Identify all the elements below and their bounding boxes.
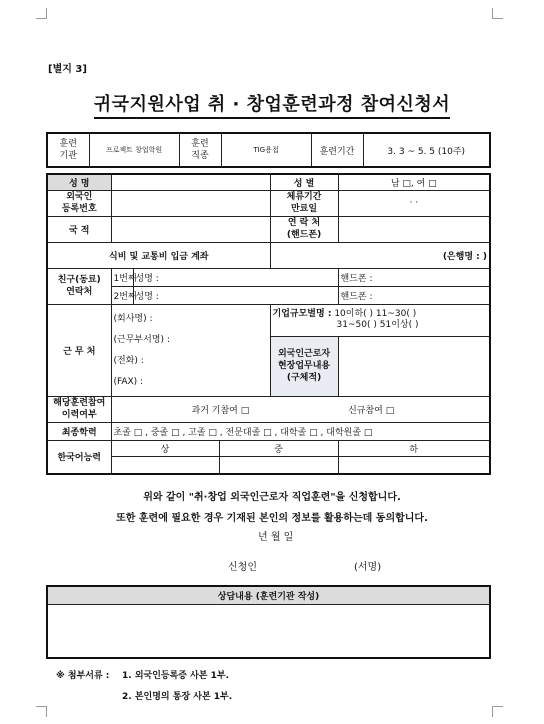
scale-a: 10이하( ) [334, 309, 374, 319]
contact-field[interactable] [338, 216, 490, 242]
history-label: 해당훈련참여 이력여부 [47, 396, 111, 422]
period-label: 훈련기간 [311, 133, 363, 167]
job-label: 훈련 직종 [179, 133, 221, 167]
org-value: 프로젝트 창업학원 [89, 133, 179, 167]
attachment-item2: 2. 본인명의 통장 사본 1부. [122, 692, 233, 702]
friend2-number: 2번째 [111, 286, 133, 304]
friend1-name[interactable]: 성명 : [133, 268, 338, 286]
scale-d: 51이상( ) [379, 320, 419, 330]
work-fax: (FAX) : [113, 376, 144, 387]
nation-field[interactable] [111, 216, 270, 242]
attachment-number: [별지 3] [48, 64, 87, 75]
duty-label: 외국인근로자 현장업무내용 (구체적) [270, 336, 338, 396]
sex-label: 성 별 [270, 174, 338, 190]
institution-table [46, 132, 491, 168]
korean-high-field[interactable] [111, 456, 219, 474]
crop-mark [36, 706, 47, 717]
declaration-date: 년 월 일 [258, 532, 294, 543]
korean-label: 한국어능력 [47, 440, 111, 474]
work-dept: (근무부서명) : [113, 334, 170, 345]
bank-field[interactable]: (은행명 : ) [270, 242, 490, 268]
consult-header: 상담내용 (훈련기관 작성) [47, 586, 490, 604]
consult-table [46, 585, 491, 659]
scale-label: 기업규모별명 : [272, 309, 332, 319]
friend1-phone[interactable]: 핸드폰 : [338, 268, 490, 286]
korean-low-field[interactable] [338, 456, 490, 474]
name-label: 성 명 [47, 174, 111, 190]
org-label: 훈련 기관 [47, 133, 89, 167]
contact-label: 연 락 처 (핸드폰) [270, 216, 338, 242]
history-new: 신규참여 □ [348, 405, 395, 416]
crop-mark [492, 706, 503, 717]
korean-high: 상 [111, 440, 219, 456]
friend1-number: 1번째 [111, 268, 133, 286]
work-phone: (전화) : [113, 355, 144, 366]
work-details[interactable] [111, 304, 270, 396]
applicant-table [46, 173, 491, 475]
attachments-label: ※ 첨부서류 : [56, 671, 110, 681]
applicant-label: 신청인 [228, 562, 257, 573]
duty-field[interactable] [338, 336, 490, 396]
friend2-name[interactable]: 성명 : [133, 286, 338, 304]
edu-field[interactable]: 초졸 □ , 중졸 □ , 고졸 □ , 전문대졸 □ , 대학졸 □ , 대학원졸 □ [111, 422, 490, 440]
work-company: (회사명) : [113, 313, 153, 324]
crop-mark [36, 8, 47, 19]
declaration-line2: 또한 훈련에 필요한 경우 기재된 본인의 정보를 활용하는데 동의합니다. [116, 513, 428, 524]
stay-label: 체류기간 만료일 [270, 190, 338, 216]
reg-field[interactable] [111, 190, 270, 216]
period-value: 3. 3 ~ 5. 5 (10주) [363, 133, 490, 167]
consult-field[interactable] [47, 604, 490, 658]
signature-field[interactable]: (서명) [354, 562, 382, 573]
crop-mark [492, 8, 503, 19]
nation-label: 국 적 [47, 216, 111, 242]
form-title: 귀국지원사업 취 · 창업훈련과정 참여신청서 [0, 90, 544, 116]
sex-field[interactable]: 남 □, 여 □ [338, 174, 490, 190]
korean-mid: 중 [219, 440, 338, 456]
reg-label: 외국인 등록번호 [47, 190, 111, 216]
job-value: TIG용접 [221, 133, 311, 167]
korean-mid-field[interactable] [219, 456, 338, 474]
work-label: 근 무 처 [47, 304, 111, 396]
scale-field[interactable] [270, 304, 490, 336]
history-prev: 과거 기참여 □ [191, 405, 250, 416]
scale-c: 31~50( ) [336, 320, 377, 330]
history-field[interactable] [111, 396, 490, 422]
friend-label: 친구(동료) 연락처 [47, 268, 111, 304]
name-field[interactable] [111, 174, 270, 190]
attachment-item1: 1. 외국인등록증 사본 1부. [122, 671, 230, 681]
scale-b: 11~30( ) [375, 309, 417, 319]
stay-field[interactable]: · · [338, 190, 490, 216]
bank-label: 식비 및 교통비 입금 계좌 [47, 242, 270, 268]
declaration-line1: 위와 같이 "취·창업 외국인근로자 직업훈련"을 신청합니다. [143, 492, 401, 503]
friend2-phone[interactable]: 핸드폰 : [338, 286, 490, 304]
edu-label: 최종학력 [47, 422, 111, 440]
korean-low: 하 [338, 440, 490, 456]
